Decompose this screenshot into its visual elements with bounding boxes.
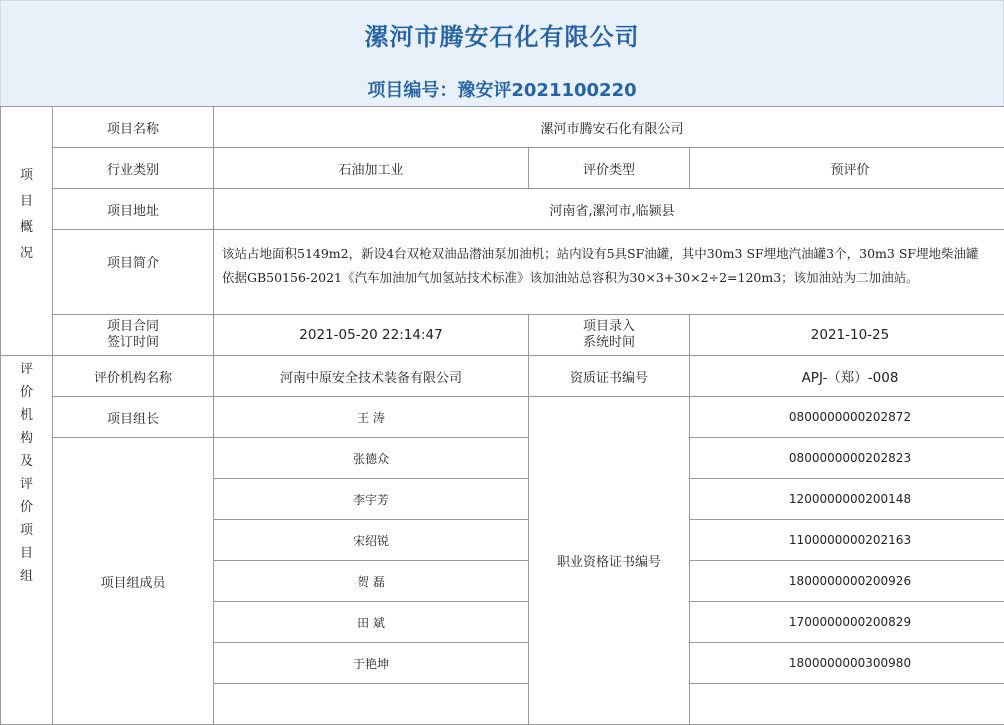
members-label: 项目组成员 — [53, 438, 214, 725]
side-label-char: 价 — [1, 496, 52, 519]
side-label-char: 及 — [1, 450, 52, 473]
person-cert: 0800000000202823 — [690, 438, 1004, 479]
side-label-char: 评 — [1, 358, 52, 381]
side-label-char: 项 — [1, 519, 52, 542]
overview-side-label — [1, 107, 53, 356]
project-number — [1, 76, 1003, 102]
overview-side-text — [1, 163, 52, 267]
side-label-char: 目 — [1, 542, 52, 565]
person-cert: 0800000000202872 — [690, 397, 1004, 438]
entry-time-label — [529, 315, 690, 356]
person-name: 李宇芳 — [214, 479, 529, 520]
contract-time-label-line-1: 项目合同 — [53, 319, 213, 335]
brief-label: 项目简介 — [53, 230, 214, 315]
person-name: 田 斌 — [214, 602, 529, 643]
entry-time-value: 2021-10-25 — [690, 315, 1004, 356]
person-cert: 1100000000202163 — [690, 520, 1004, 561]
side-label-char: 机 — [1, 404, 52, 427]
address-label: 项目地址 — [53, 189, 214, 230]
org-name-label: 评价机构名称 — [53, 356, 214, 397]
evaluation-side-text — [1, 358, 52, 588]
brief-value — [214, 230, 1004, 315]
project-info-table — [0, 106, 1004, 725]
side-label-char: 组 — [1, 565, 52, 588]
page-header — [0, 0, 1004, 107]
project-name-label: 项目名称 — [53, 107, 214, 148]
side-label-char: 价 — [1, 381, 52, 404]
brief-line-2: 依据GB50156-2021《汽车加油加气加氢站技术标准》该加油站总容积为30×3+30×2÷2=120m3；该加油站为二加油站。 — [222, 266, 1004, 290]
leader-label: 项目组长 — [53, 397, 214, 438]
cert-value: APJ-（郑）-008 — [690, 356, 1004, 397]
eval-type-label: 评价类型 — [529, 148, 690, 189]
entry-time-label-line-1: 项目录入 — [529, 319, 689, 335]
person-name: 张德众 — [214, 438, 529, 479]
person-cert: 1700000000200829 — [690, 602, 1004, 643]
eval-type-value: 预评价 — [690, 148, 1004, 189]
project-number-value: 豫安评2021100220 — [457, 80, 636, 101]
person-name: 王 涛 — [214, 397, 529, 438]
address-value: 河南省,漯河市,临颍县 — [214, 189, 1004, 230]
person-name: 贺 磊 — [214, 561, 529, 602]
contract-time-label-line-2: 签订时间 — [53, 335, 213, 351]
project-name-value: 漯河市腾安石化有限公司 — [214, 107, 1004, 148]
person-cert: 1200000000200148 — [690, 479, 1004, 520]
person-name — [214, 684, 529, 725]
side-label-char: 目 — [1, 189, 52, 215]
evaluation-side-label — [1, 356, 53, 725]
side-label-char: 概 — [1, 215, 52, 241]
contract-time-label — [53, 315, 214, 356]
contract-time-value: 2021-05-20 22:14:47 — [214, 315, 529, 356]
project-number-label: 项目编号： — [367, 80, 457, 101]
side-label-char: 构 — [1, 427, 52, 450]
person-name: 于艳坤 — [214, 643, 529, 684]
industry-value: 石油加工业 — [214, 148, 529, 189]
company-title: 漯河市腾安石化有限公司 — [1, 17, 1003, 52]
cert-label: 资质证书编号 — [529, 356, 690, 397]
entry-time-label-line-2: 系统时间 — [529, 335, 689, 351]
person-cert: 1800000000200926 — [690, 561, 1004, 602]
brief-line-1: 该站占地面积5149m2，新设4台双枪双油品潜油泵加油机；站内设有5具SF油罐，其中30m3 SF埋地汽油罐3个，30m3 SF埋地柴油罐 — [222, 242, 1004, 266]
industry-label: 行业类别 — [53, 148, 214, 189]
qualification-label: 职业资格证书编号 — [529, 397, 690, 725]
org-name-value: 河南中原安全技术装备有限公司 — [214, 356, 529, 397]
side-label-char: 评 — [1, 473, 52, 496]
side-label-char: 项 — [1, 163, 52, 189]
person-name: 宋绍锐 — [214, 520, 529, 561]
side-label-char: 况 — [1, 241, 52, 267]
person-cert — [690, 684, 1004, 725]
person-cert: 1800000000300980 — [690, 643, 1004, 684]
